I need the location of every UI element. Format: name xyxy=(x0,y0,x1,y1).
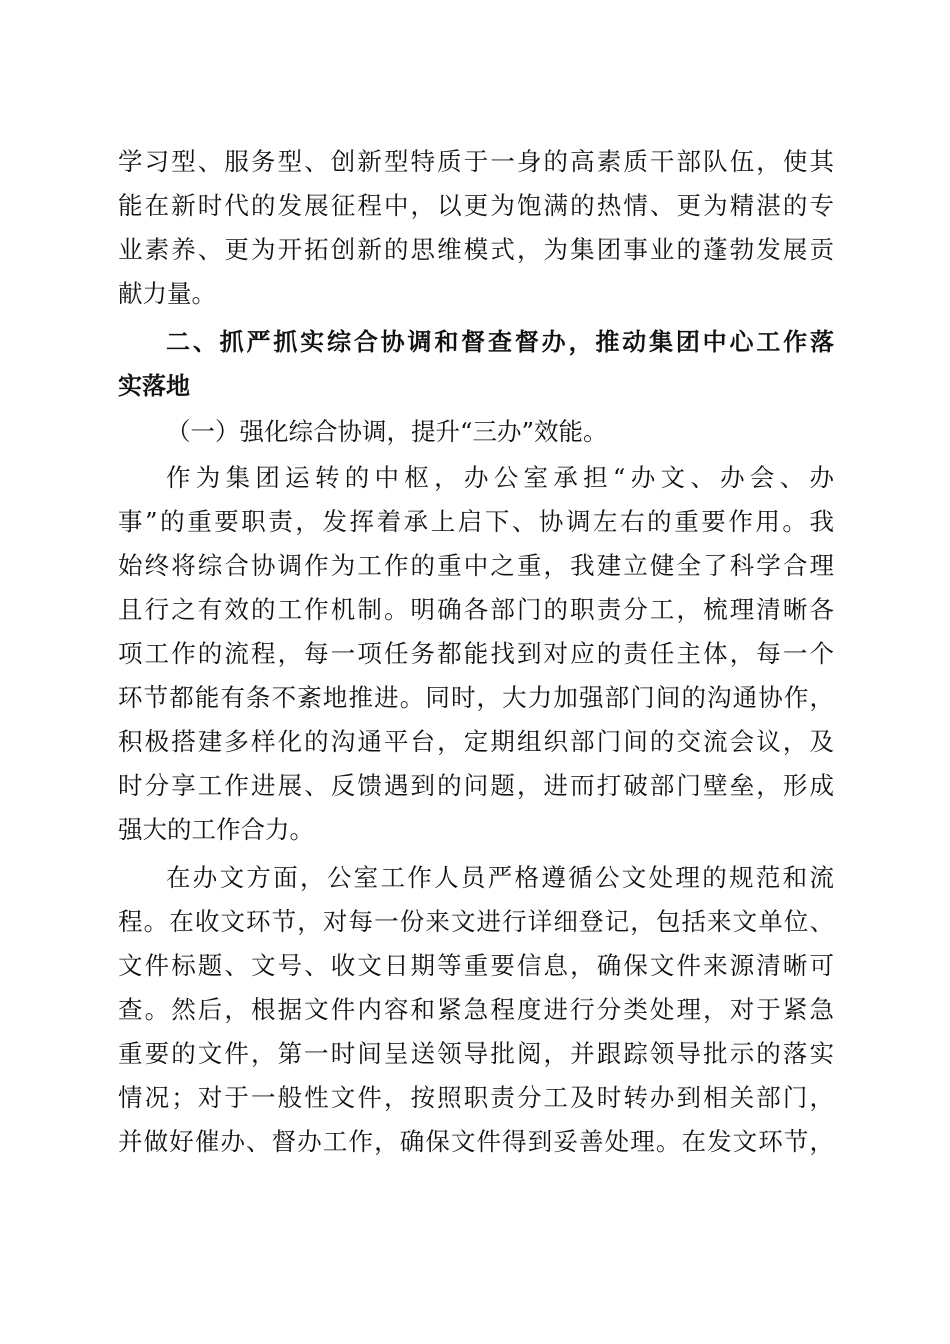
body-text-line: 作为集团运转的中枢，办公室承担“办文、办会、办 xyxy=(166,463,834,492)
body-text-line: 业素养、更为开拓创新的思维模式，为集团事业的蓬勃发展贡 xyxy=(118,235,834,264)
body-text-line: 且行之有效的工作机制。明确各部门的职责分工，梳理清晰各 xyxy=(118,595,834,624)
body-text-line: 事”的重要职责，发挥着承上启下、协调左右的重要作用。我 xyxy=(118,507,834,536)
body-text-line: 项工作的流程，每一项任务都能找到对应的责任主体，每一个 xyxy=(118,639,834,668)
body-text-line: 献力量。 xyxy=(118,279,216,308)
body-text-line: 始终将综合协调作为工作的重中之重，我建立健全了科学合理 xyxy=(118,551,834,580)
body-text-line: 能在新时代的发展征程中，以更为饱满的热情、更为精湛的专 xyxy=(118,191,834,220)
body-text-line: 时分享工作进展、反馈遇到的问题，进而打破部门壁垒，形成 xyxy=(118,771,834,800)
body-text-line: 文件标题、文号、收文日期等重要信息，确保文件来源清晰可 xyxy=(118,951,834,980)
body-text-line: 学习型、服务型、创新型特质于一身的高素质干部队伍，使其 xyxy=(118,147,834,176)
body-text-line: 环节都能有条不紊地推进。同时，大力加强部门间的沟通协作， xyxy=(118,683,834,712)
body-text-line: 查。然后，根据文件内容和紧急程度进行分类处理，对于紧急 xyxy=(118,995,834,1024)
section-heading-continued: 实落地 xyxy=(118,372,190,400)
body-text-line: 积极搭建多样化的沟通平台，定期组织部门间的交流会议，及 xyxy=(118,727,834,756)
subsection-heading: （一）强化综合协调，提升“三办”效能。 xyxy=(166,417,608,446)
section-heading: 二、抓严抓实综合协调和督查督办，推动集团中心工作落 xyxy=(166,328,834,356)
body-text-line: 程。在收文环节，对每一份来文进行详细登记，包括来文单位、 xyxy=(118,907,834,936)
body-text-line: 在办文方面，公室工作人员严格遵循公文处理的规范和流 xyxy=(166,863,834,892)
body-text-line: 并做好催办、督办工作，确保文件得到妥善处理。在发文环节， xyxy=(118,1127,834,1156)
body-text-line: 强大的工作合力。 xyxy=(118,815,314,844)
body-text-line: 重要的文件，第一时间呈送领导批阅，并跟踪领导批示的落实 xyxy=(118,1039,834,1068)
body-text-line: 情况；对于一般性文件，按照职责分工及时转办到相关部门， xyxy=(118,1083,834,1112)
